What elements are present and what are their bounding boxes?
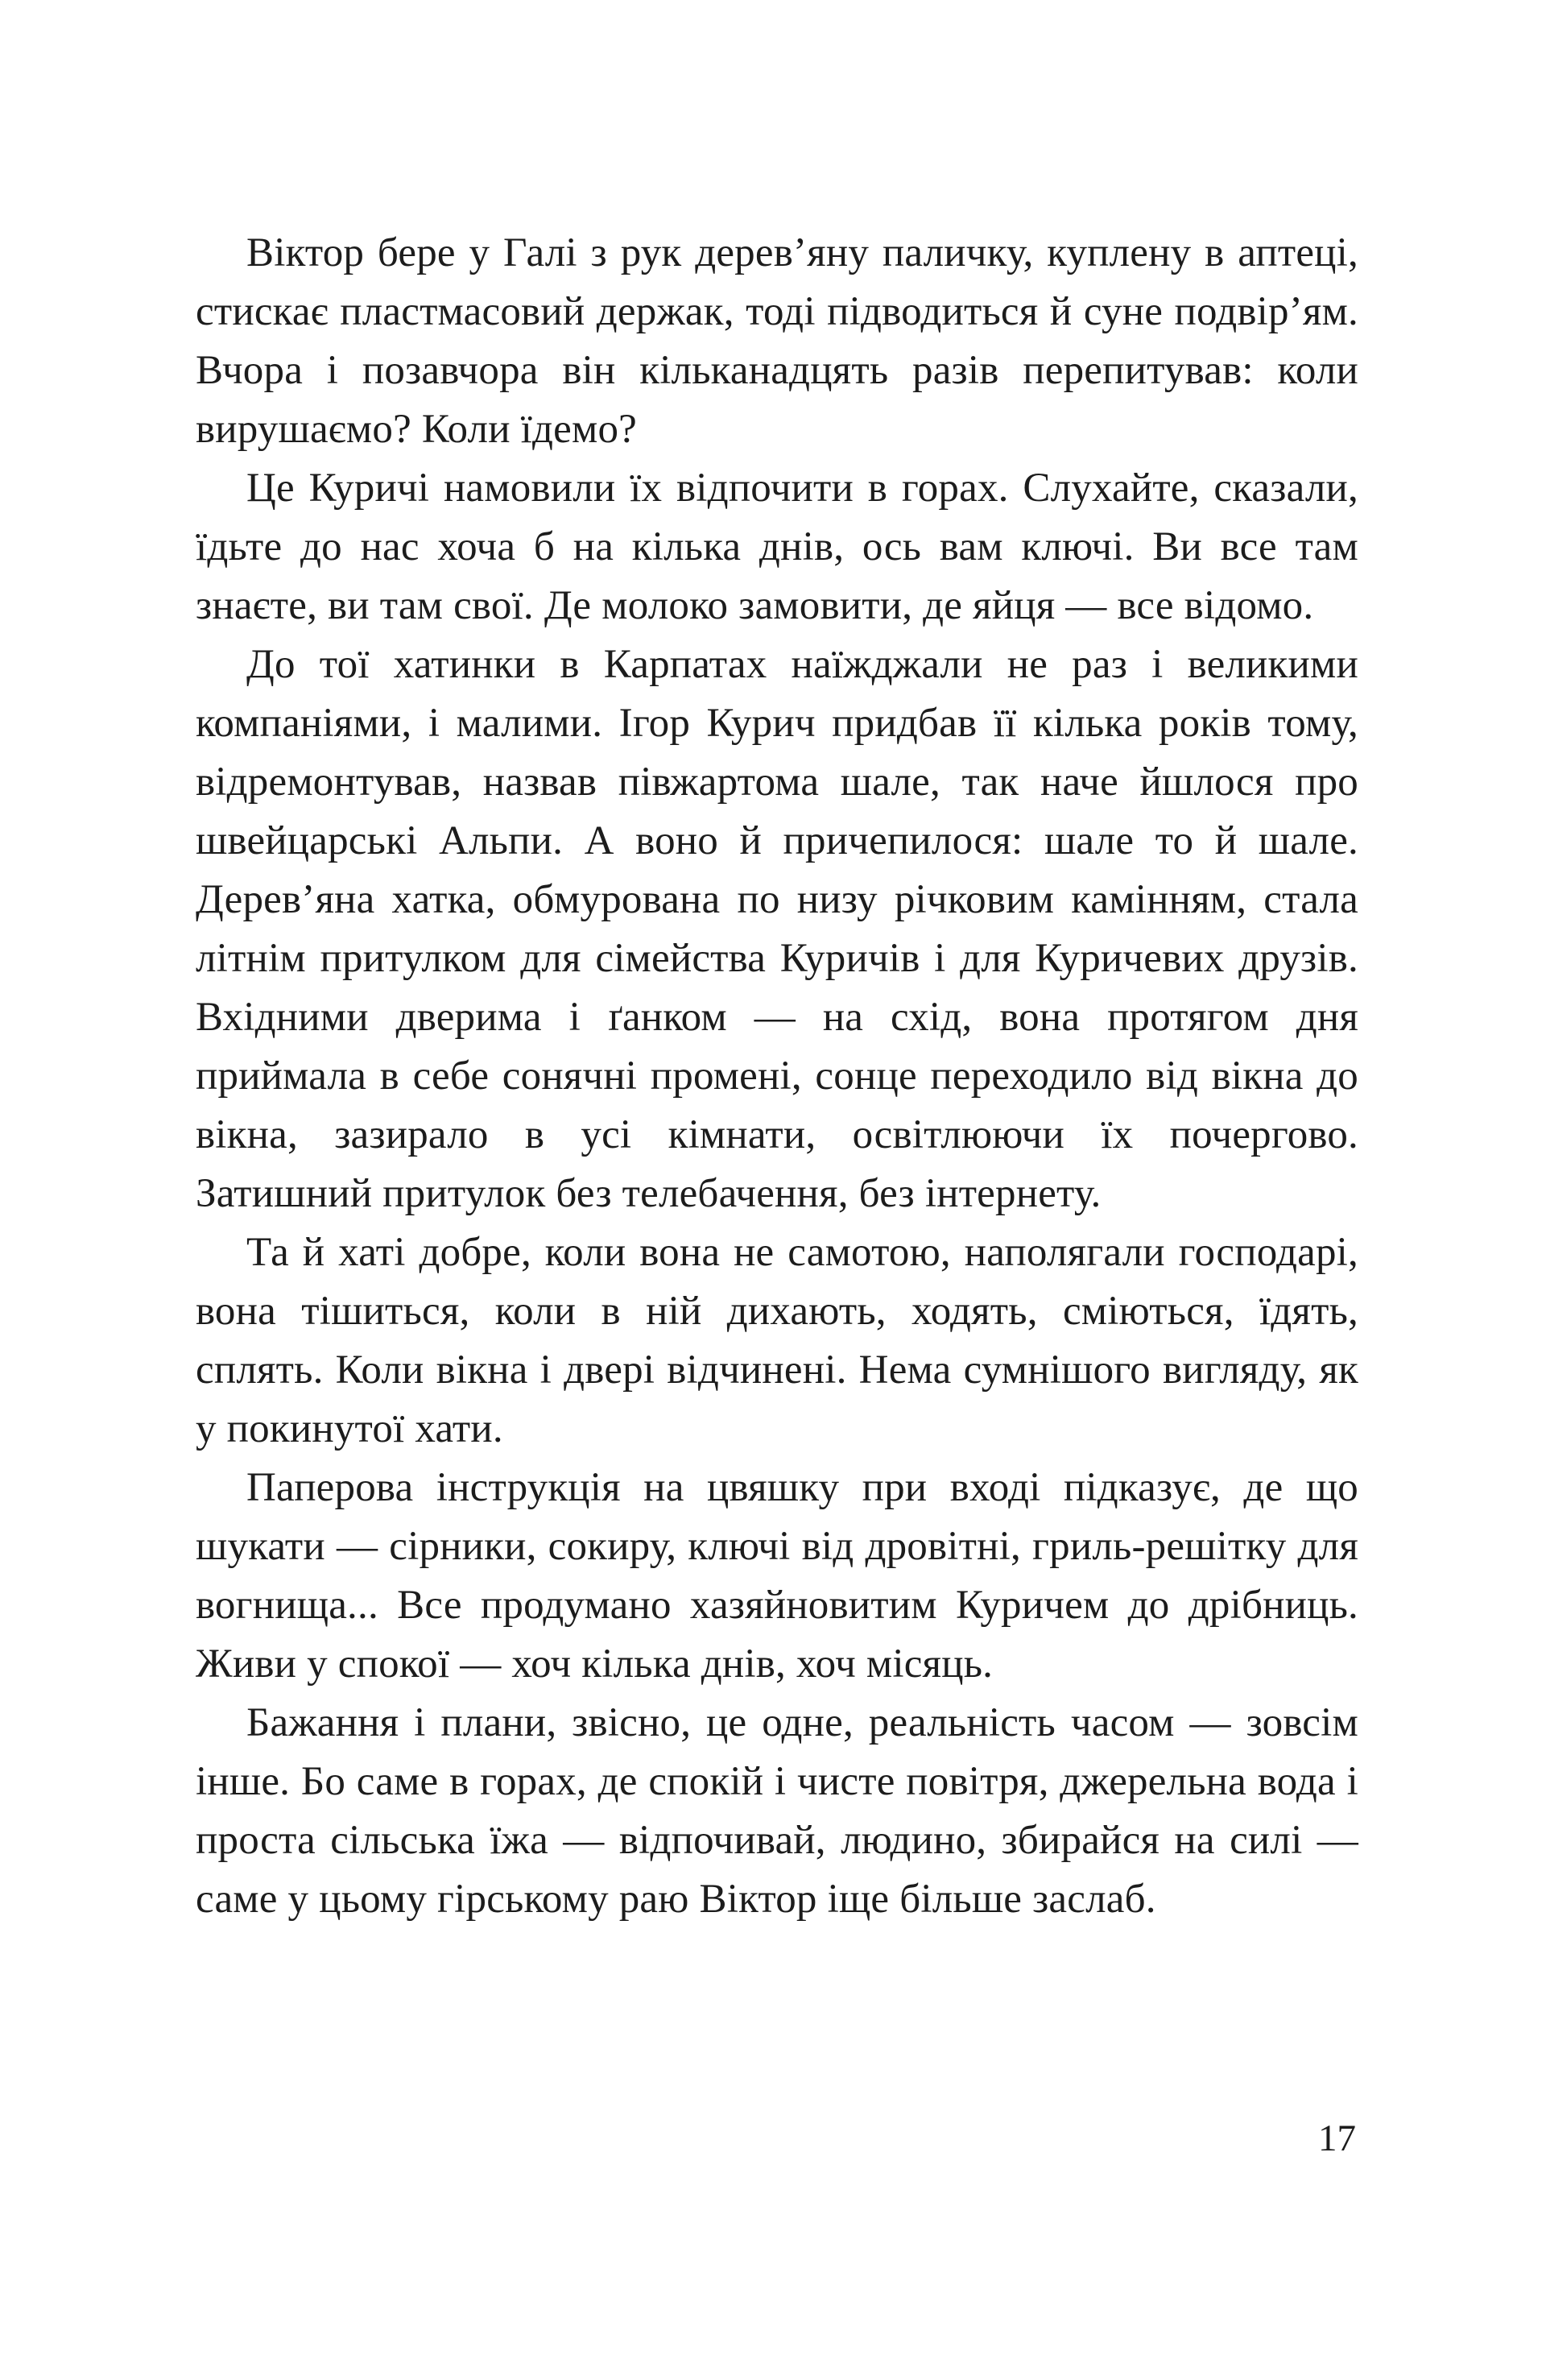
- paragraph: До тої хатинки в Карпатах наїжджали не раз і великими компаніями, і малими. Ігор Курич придбав її кілька років тому, відремонтував, назвав півжартома шале, так наче йшлося про швейцарські Альпи. А воно й причепилося: шале то й шале. Дерев’яна хатка, обмурована по низу річковим камінням, стала літнім притулком для сімейства Куричів і для Куричевих друзів. Вхідними дверима і ґанком — на схід, вона протягом дня приймала в себе сонячні промені, сонце переходило від вікна до вікна, зазирало в усі кімнати, освітлюючи їх почергово. Затишний притулок без телебачення, без інтернету.: [196, 642, 1358, 1216]
- paragraph: Це Куричі намовили їх відпочити в горах. Слухайте, сказали, їдьте до нас хоча б на кілька днів, ось вам ключі. Ви все там знаєте, ви там свої. Де молоко замовити, де яйця — все відомо.: [196, 466, 1358, 628]
- paragraph: Паперова інструкція на цвяшку при вході підказує, де що шукати — сірники, сокиру, ключі від дровітні, гриль-решітку для вогнища... Все продумано хазяйновитим Куричем до дрібниць. Живи у спокої — хоч кілька днів, хоч місяць.: [196, 1465, 1358, 1687]
- page-text: [196, 224, 1358, 1929]
- page-number: 17: [1318, 2117, 1356, 2159]
- paragraph: Віктор бере у Галі з рук дерев’яну паличку, куплену в аптеці, стискає пластмасовий держак, тоді підводиться й суне подвір’ям. Вчора і позавчора він кільканадцять разів перепитував: коли вирушаємо? Коли їдемо?: [196, 230, 1358, 452]
- paragraph: Та й хаті добре, коли вона не самотою, наполягали господарі, вона тішиться, коли в ній дихають, ходять, сміються, їдять, сплять. Коли вікна і двері відчинені. Нема сумнішого вигляду, як у покинутої хати.: [196, 1230, 1358, 1451]
- paragraph: Бажання і плани, звісно, це одне, реальність часом — зовсім інше. Бо саме в горах, де спокій і чисте повітря, джерельна вода і проста сільська їжа — відпочивай, людино, збирайся на силі — саме у цьому гірському раю Віктор іще більше заслаб.: [196, 1700, 1358, 1922]
